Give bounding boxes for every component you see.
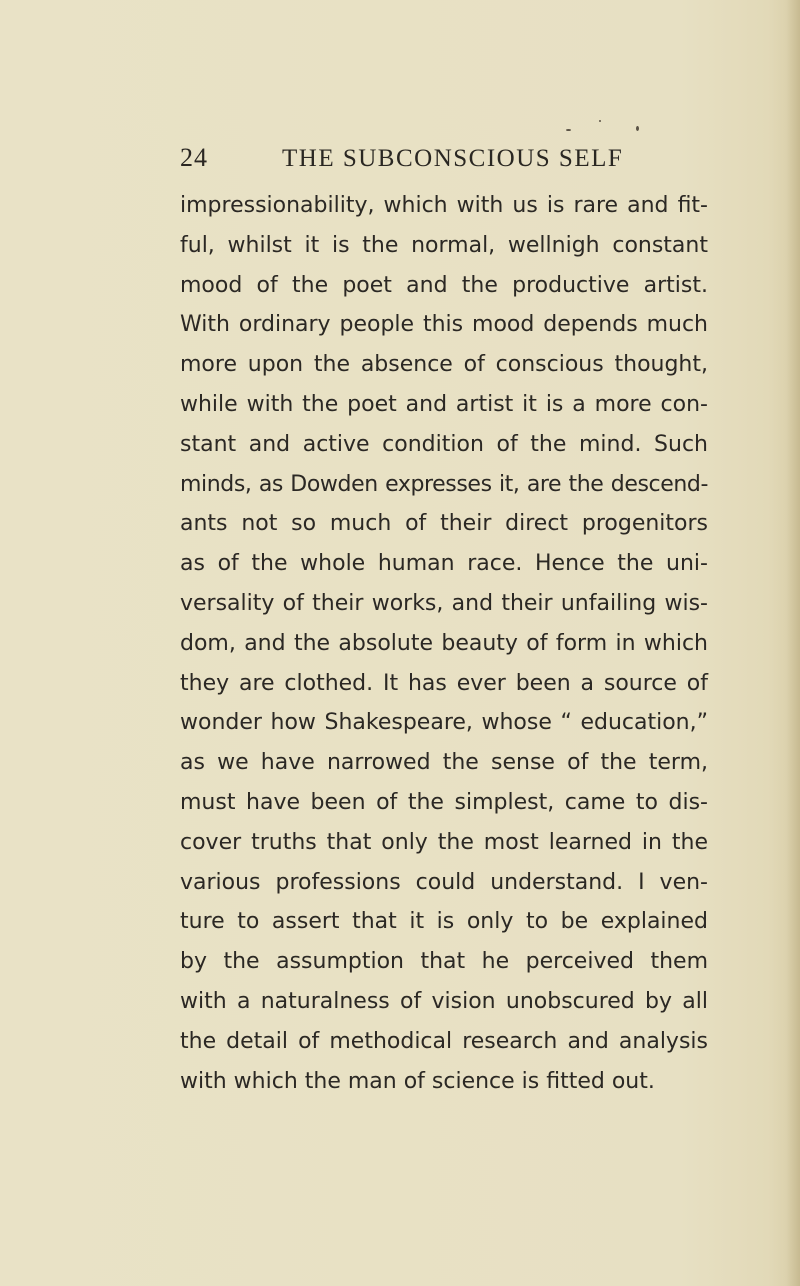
- text-line: must have been of the simplest, came to dis-: [180, 789, 708, 815]
- page-edge-shadow: [786, 0, 800, 1286]
- text-line: more upon the absence of conscious thought,: [180, 352, 708, 378]
- text-line: ful, whilst it is the normal, wellnigh constant: [180, 232, 708, 258]
- text-line: ants not so much of their direct progenitors: [180, 511, 708, 537]
- ink-speck: [636, 126, 639, 131]
- text-line: wonder how Shakespeare, whose “ education,”: [180, 710, 708, 736]
- text-line: dom, and the absolute beauty of form in which: [180, 630, 708, 656]
- text-line: various professions could understand. I ven-: [180, 869, 708, 895]
- text-line: with which the man of science is fitted out.: [180, 1068, 655, 1094]
- page-number: 24: [180, 143, 208, 172]
- text-line: With ordinary people this mood depends much: [180, 312, 708, 338]
- text-line: minds, as Dowden expresses it, are the descend-: [180, 471, 708, 497]
- text-line: as we have narrowed the sense of the term,: [180, 750, 708, 776]
- text-line: the detail of methodical research and analysis: [180, 1028, 708, 1054]
- body-paragraph: [180, 186, 708, 1101]
- ink-speck: [566, 129, 571, 131]
- text-line: as of the whole human race. Hence the uni-: [180, 551, 708, 577]
- page-header: [180, 143, 680, 177]
- text-line: ture to assert that it is only to be explained: [180, 909, 708, 935]
- text-line: versality of their works, and their unfailing wis-: [180, 590, 708, 616]
- text-line: impressionability, which with us is rare and fit-: [180, 193, 708, 218]
- text-line: mood of the poet and the productive artist.: [180, 272, 708, 298]
- text-line: stant and active condition of the mind. Such: [180, 431, 708, 457]
- text-line: while with the poet and artist it is a more con-: [180, 391, 708, 417]
- text-line: they are clothed. It has ever been a source of: [180, 670, 708, 696]
- running-head: THE SUBCONSCIOUS SELF: [282, 145, 624, 172]
- ink-speck: [599, 120, 601, 122]
- text-line: with a naturalness of vision unobscured by all: [180, 988, 708, 1014]
- text-line: cover truths that only the most learned in the: [180, 829, 708, 855]
- text-line: by the assumption that he perceived them: [180, 949, 708, 975]
